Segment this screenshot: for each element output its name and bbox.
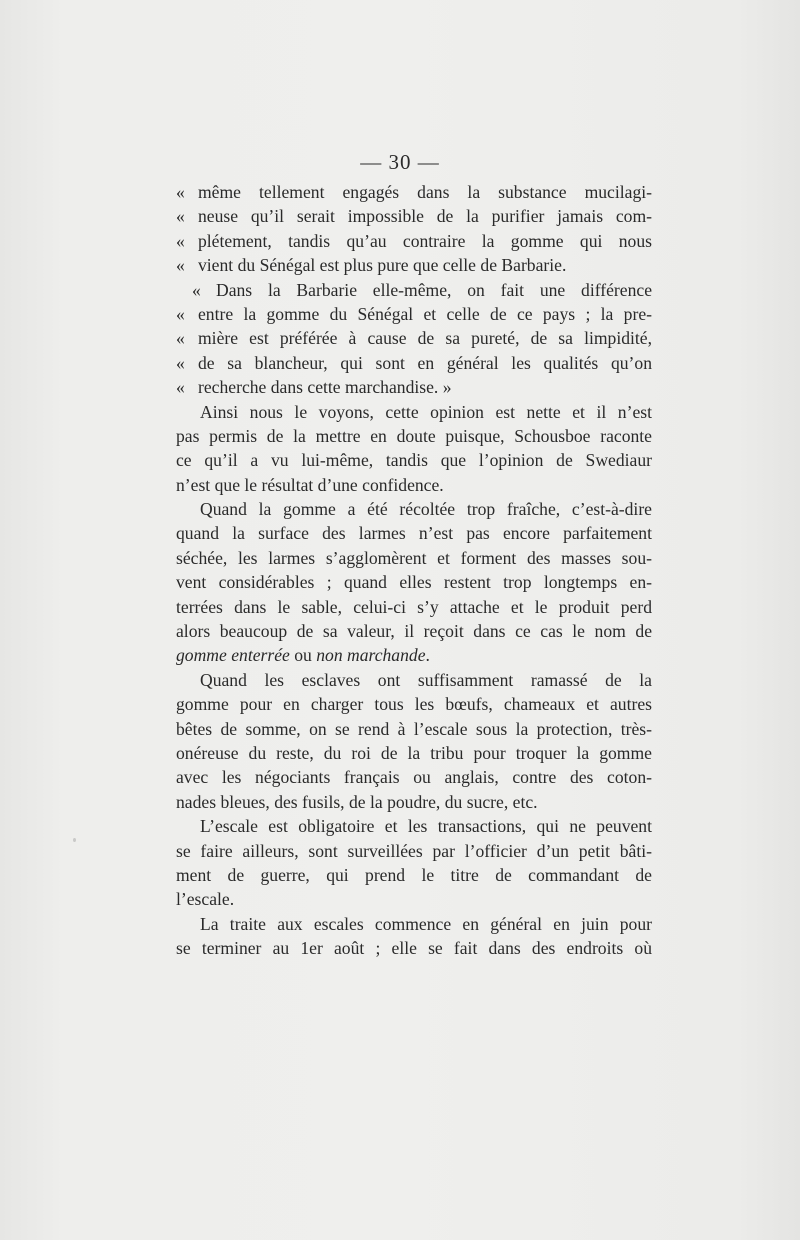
text-line: l’escale. [176,889,235,910]
text-line: gomme pour en charger tous les bœufs, chameaux et autres [176,694,652,715]
text-line [176,229,652,253]
paper-speck [73,838,76,842]
text-line: séchée, les larmes s’agglomèrent et forment des masses sou- [176,547,652,568]
text-line [176,204,652,228]
text-line: ment de guerre, qui prend le titre de commandant de [176,864,652,885]
quote-mark: « [192,279,201,300]
page-number: — 30 — [360,150,440,174]
quote-mark: « [176,230,185,251]
text-line [176,302,652,326]
text-line [176,180,652,204]
text-line: ce qu’il a vu lui-même, tandis que l’opinion de Swediaur [176,450,652,471]
text-line: La traite aux escales commence en général en juin pour [200,913,652,934]
text-line: Ainsi nous le voyons, cette opinion est nette et il n’est [200,401,652,422]
text-line [176,643,652,667]
italic-term: non marchande [316,645,426,666]
text-line [176,253,652,277]
text-line: avec les négociants français ou anglais, contre des coton- [176,767,652,788]
text-line: onéreuse du reste, du roi de la tribu pour troquer la gomme [176,742,652,763]
text-line: bêtes de somme, on se rend à l’escale sous la protection, très- [176,718,652,739]
text-line: se terminer au 1er août ; elle se fait dans des endroits où [176,938,652,959]
text-line: Quand les esclaves ont suffisamment ramassé de la [200,669,652,690]
line-text: ou [289,645,317,666]
line-text: entre la gomme du Sénégal et celle de ce pays ; la pre- [198,303,652,324]
quote-mark: « [176,328,185,349]
quote-mark: « [176,206,185,227]
text-line [176,326,652,350]
body-text [176,180,652,961]
line-text: neuse qu’il serait impossible de la purifier jamais com- [198,206,652,227]
line-text: . [425,645,430,666]
text-line [176,351,652,375]
line-text: recherche dans cette marchandise. » [198,377,452,398]
text-line [176,278,652,302]
quote-mark: « [176,255,185,276]
text-line: Quand la gomme a été récoltée trop fraîche, c’est-à-dire [200,499,652,520]
text-line: L’escale est obligatoire et les transactions, qui ne peuvent [200,816,652,837]
text-line: n’est que le résultat d’une confidence. [176,474,444,495]
text-line: nades bleues, des fusils, de la poudre, du sucre, etc. [176,791,538,812]
line-text: même tellement engagés dans la substance mucilagi- [198,182,652,202]
italic-term: gomme enterrée [176,645,290,666]
quote-mark: « [176,182,185,202]
line-text: mière est préférée à cause de sa pureté, de sa limpidité, [198,328,652,349]
text-line: pas permis de la mettre en doute puisque, Schousboe raconte [176,425,652,446]
line-text: de sa blancheur, qui sont en général les qualités qu’on [198,352,652,373]
line-text: vient du Sénégal est plus pure que celle de Barbarie. [198,255,567,276]
quote-mark: « [176,352,185,373]
text-line [176,375,652,399]
text-line: se faire ailleurs, sont surveillées par l’officier d’un petit bâti- [176,840,652,861]
quote-mark: « [176,303,185,324]
line-text: plétement, tandis qu’au contraire la gomme qui nous [198,230,652,251]
text-line: terrées dans le sable, celui-ci s’y attache et le produit perd [176,596,652,617]
quote-mark: « [176,377,185,398]
line-text: Dans la Barbarie elle-même, on fait une différence [216,279,652,300]
text-line: alors beaucoup de sa valeur, il reçoit dans ce cas le nom de [176,621,652,642]
text-line: vent considérables ; quand elles restent trop longtemps en- [176,572,652,593]
text-line: quand la surface des larmes n’est pas encore parfaitement [176,523,652,544]
